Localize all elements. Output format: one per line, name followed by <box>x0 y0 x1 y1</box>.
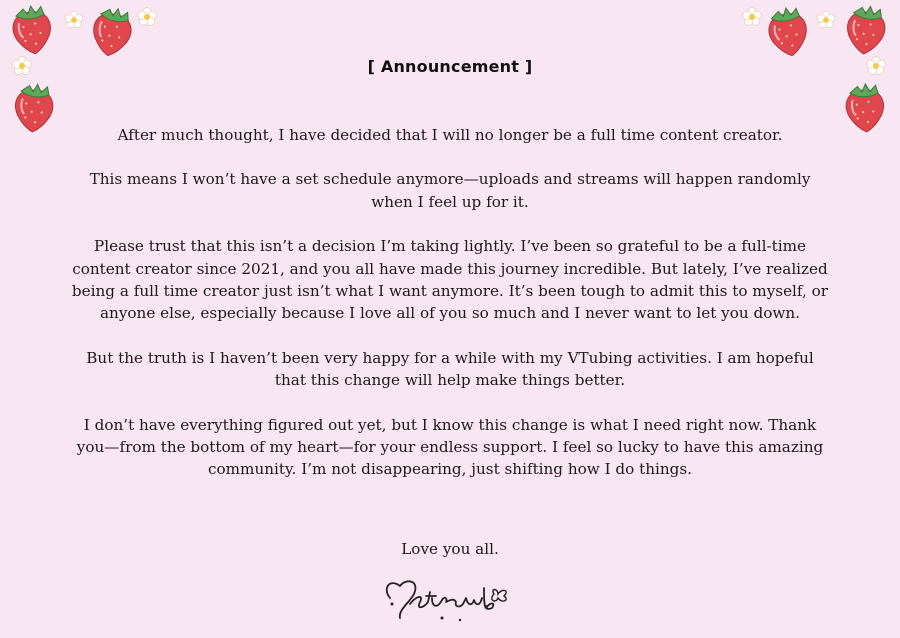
paragraph-1: After much thought, I have decided that I will no longer be a full time content creator. <box>117 126 783 144</box>
paragraph-4: But the truth is I haven’t been very happy for a while with my VTubing activities. I am hopeful that this change will help make things better. <box>86 348 814 390</box>
flower-icon <box>138 8 157 26</box>
flower-icon <box>743 8 762 26</box>
flower-icon <box>13 57 32 75</box>
strawberry-icon <box>845 83 885 133</box>
paragraph-3: Please trust that this isn’t a decision I’m taking lightly. I’ve been so grateful to be a full-time content creator since 2021, and you all have made this journey incredible. But lately, I’ve realized being a full time creator just isn’t what I want anymore. It’s been tough to admit this to myself, or anyone else, especially because I love all of you so much and I never want to let you down. <box>71 237 829 323</box>
closing-line: Love you all. <box>401 540 499 558</box>
strawberry-icon <box>14 83 54 133</box>
flower-icon <box>817 11 835 28</box>
strawberry-icon <box>845 4 887 56</box>
strawberry-icon <box>766 5 811 59</box>
strawberry-icon <box>10 4 54 57</box>
announcement-title: [ Announcement ] <box>367 57 533 76</box>
strawberry-icon <box>90 5 135 59</box>
paragraph-2: This means I won’t have a set schedule anymore—uploads and streams will happen randomly when I feel up for it. <box>89 170 811 211</box>
flower-icon <box>65 11 83 28</box>
paragraph-5: I don’t have everything figured out yet, but I know this change is what I need right now. Thank you—from the bottom of my heart—for your endless support. I feel so lucky to have this amazing community. I’m not disappearing, just shifting how I do things. <box>76 415 824 479</box>
flower-icon <box>867 57 886 75</box>
